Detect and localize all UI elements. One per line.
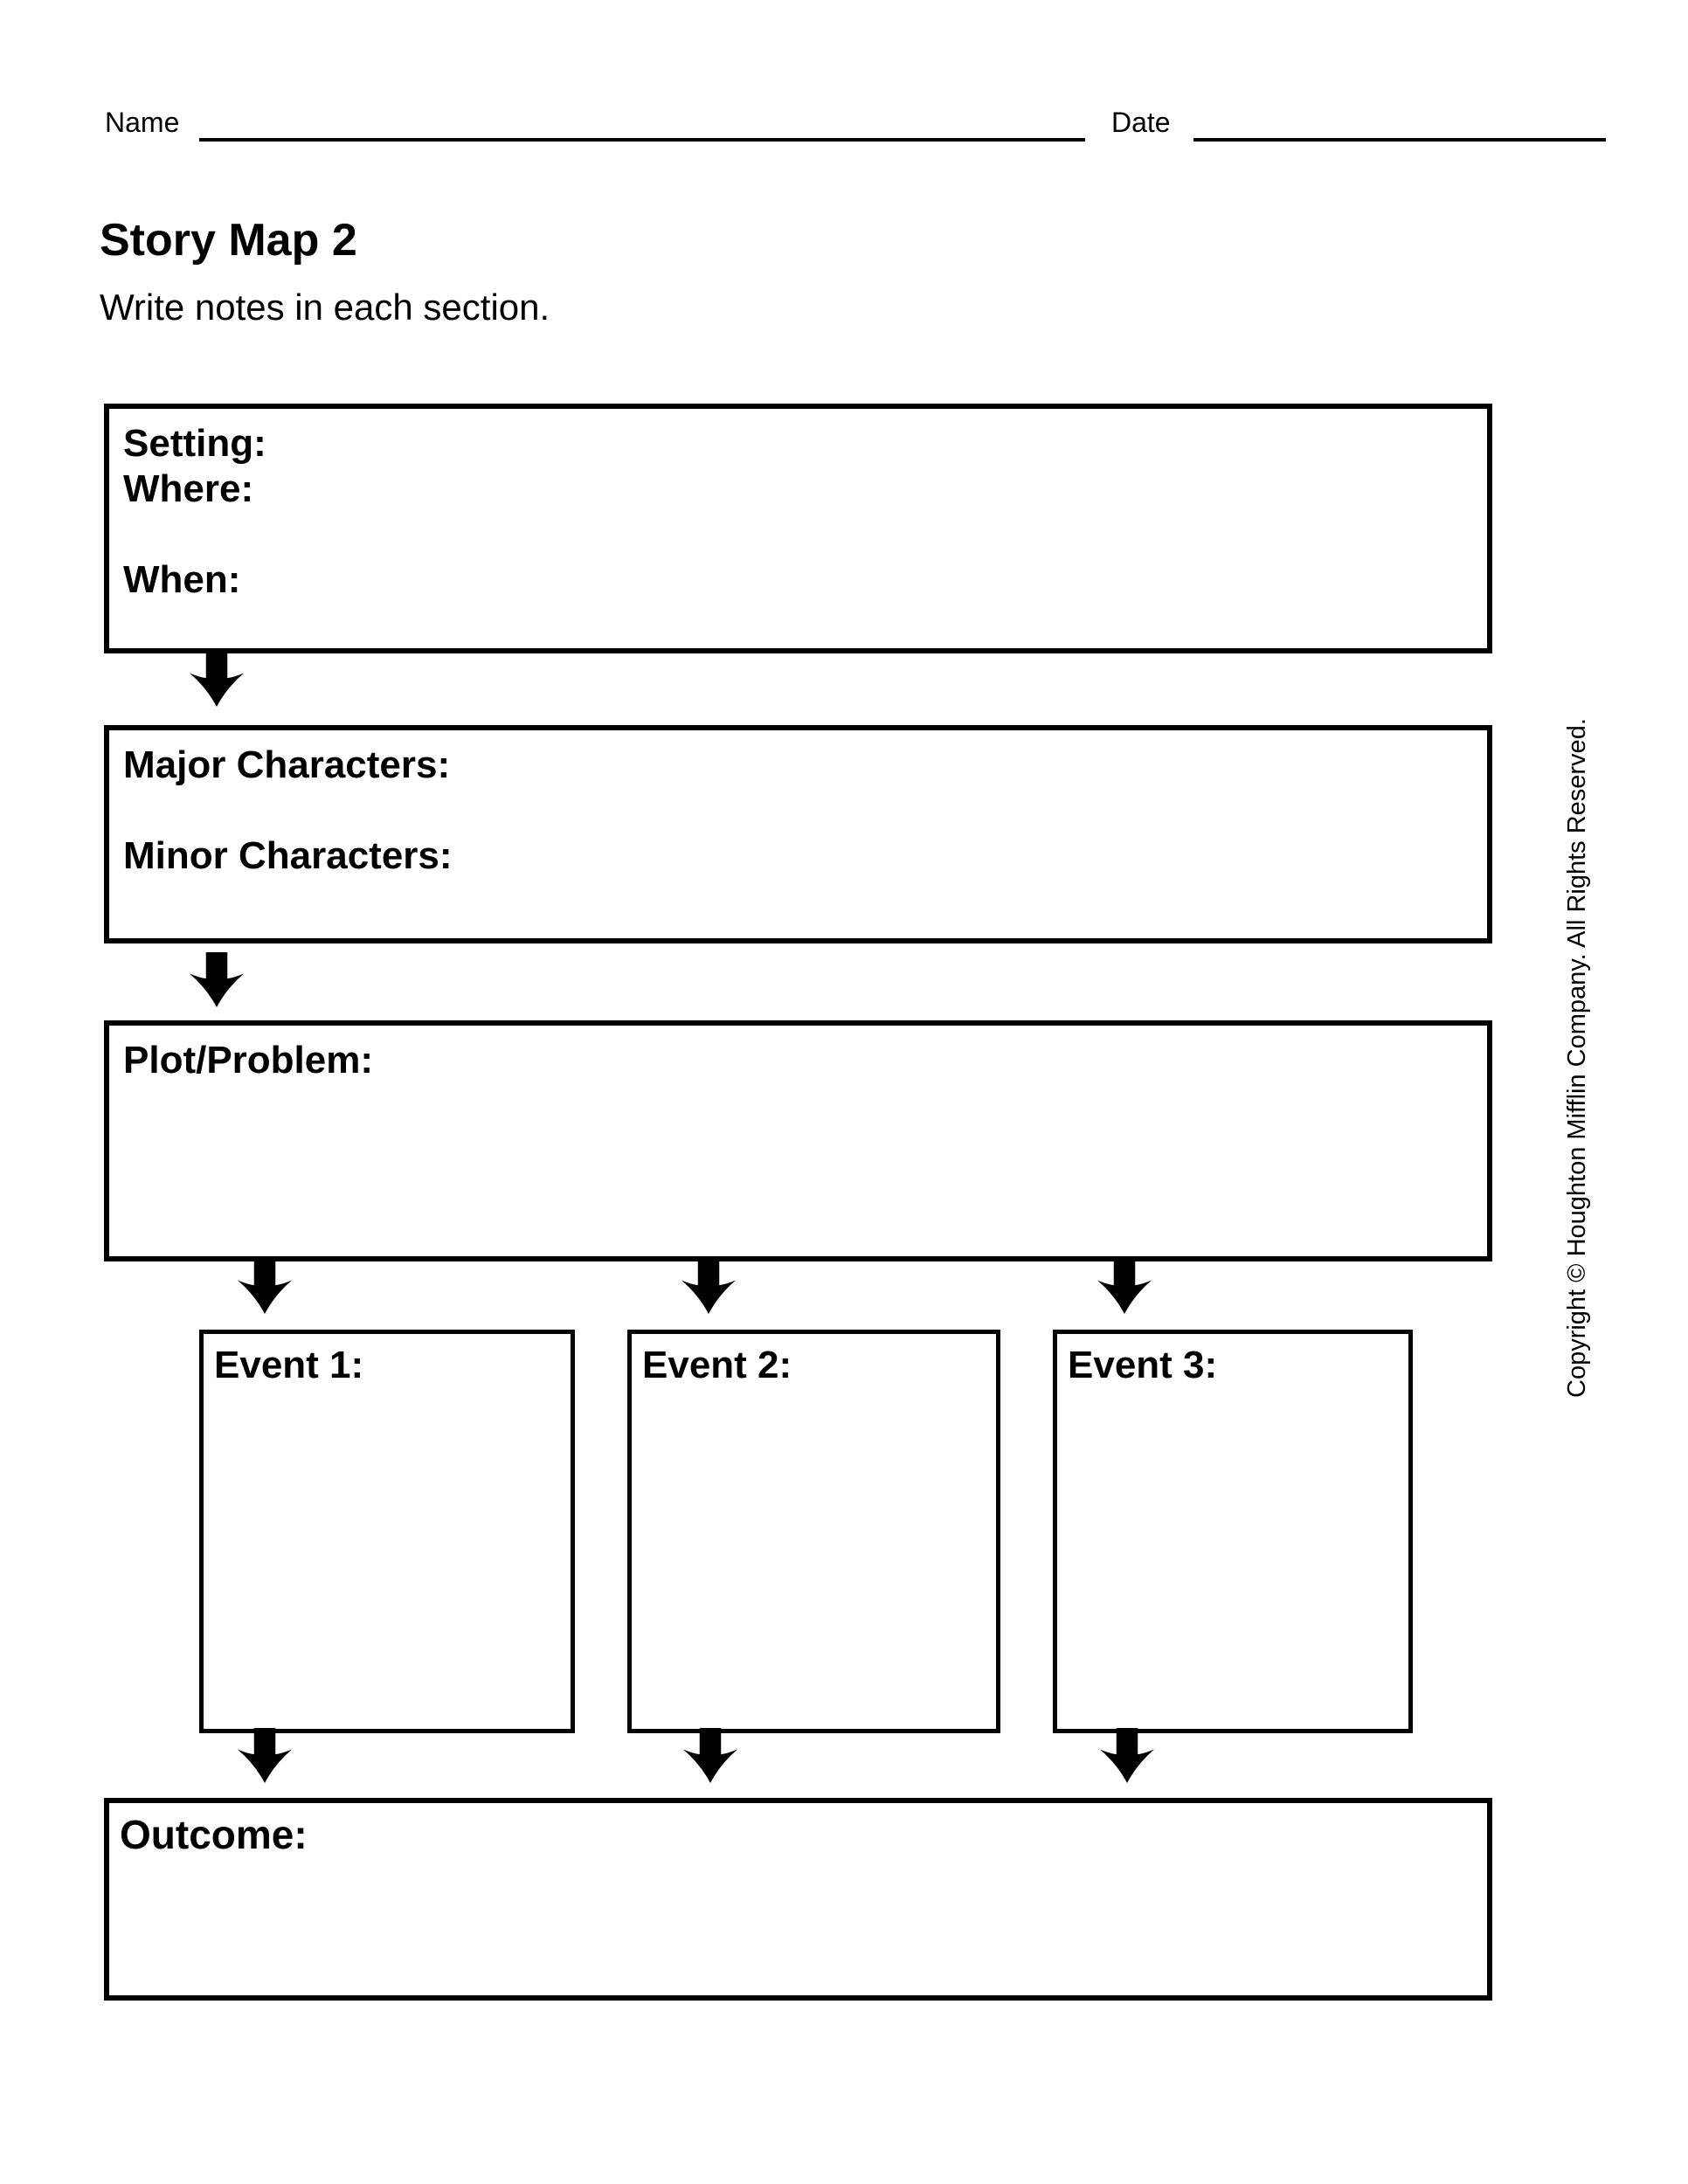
characters-box[interactable] — [104, 725, 1492, 943]
outcome-box[interactable] — [104, 1798, 1492, 2001]
name-label: Name — [105, 107, 180, 138]
down-arrow-icon — [235, 1728, 294, 1784]
setting-when-label: When: — [123, 558, 241, 601]
outcome-label: Outcome: — [120, 1812, 308, 1857]
setting-where-label: Where: — [123, 467, 254, 510]
instructions-text: Write notes in each section. — [100, 287, 550, 328]
down-arrow-icon — [187, 952, 246, 1008]
page-title: Story Map 2 — [100, 215, 357, 266]
down-arrow-icon — [681, 1728, 740, 1784]
copyright-notice: Copyright © Houghton Mifflin Company. All Rights Reserved. — [1563, 718, 1591, 1398]
event-1-label: Event 1: — [214, 1344, 364, 1386]
plot-label: Plot/Problem: — [123, 1039, 374, 1082]
major-characters-label: Major Characters: — [123, 743, 451, 786]
event-1-box[interactable] — [199, 1330, 575, 1733]
down-arrow-icon — [1097, 1728, 1157, 1784]
down-arrow-icon — [187, 652, 246, 708]
minor-characters-label: Minor Characters: — [123, 834, 453, 877]
date-fill-line[interactable] — [1193, 138, 1606, 142]
down-arrow-icon — [679, 1259, 738, 1315]
name-fill-line[interactable] — [199, 138, 1085, 142]
date-label: Date — [1111, 107, 1171, 138]
event-2-label: Event 2: — [642, 1344, 792, 1386]
event-2-box[interactable] — [627, 1330, 1000, 1733]
plot-box[interactable] — [104, 1020, 1492, 1261]
event-3-label: Event 3: — [1068, 1344, 1218, 1386]
setting-label: Setting: — [123, 422, 266, 465]
event-3-box[interactable] — [1053, 1330, 1413, 1733]
setting-box[interactable] — [104, 404, 1492, 653]
down-arrow-icon — [1095, 1259, 1154, 1315]
down-arrow-icon — [235, 1259, 294, 1315]
